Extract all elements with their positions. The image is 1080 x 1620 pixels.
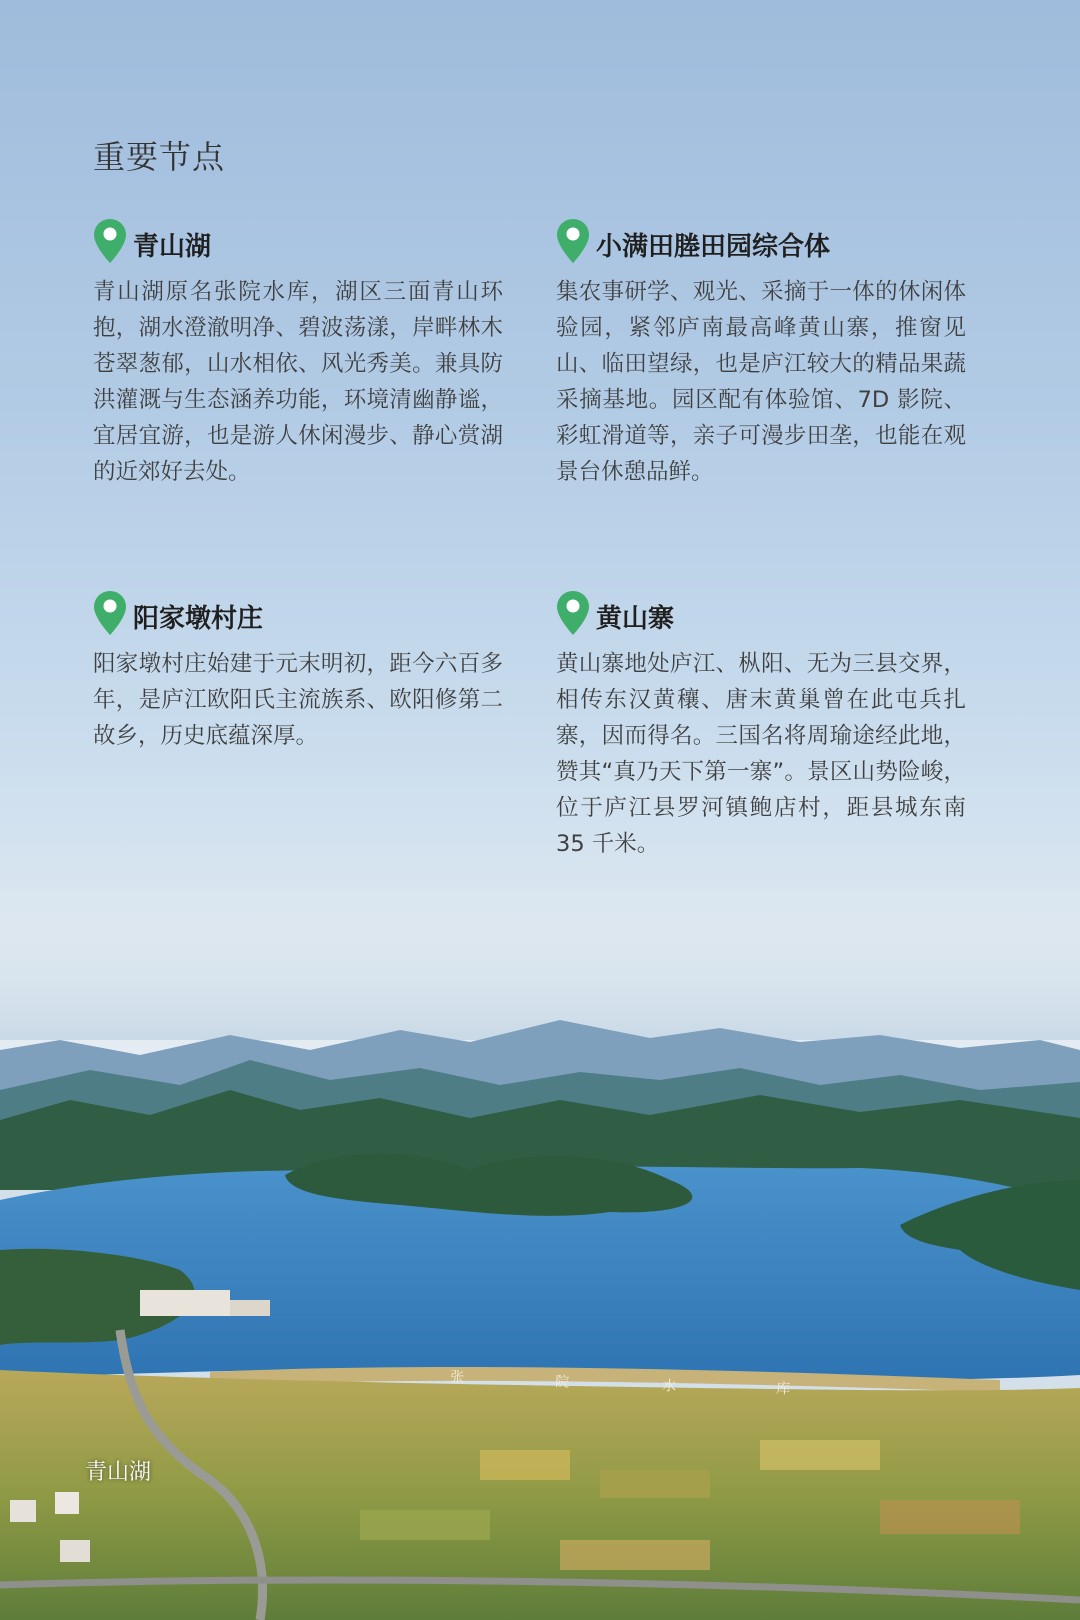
dam-character: 水	[661, 1378, 677, 1395]
node-description: 黄山寨地处庐江、枞阳、无为三县交界，相传东汉黄穰、唐末黄巢曾在此屯兵扎寨，因而得名。三国名将周瑜途经此地，赞其“真乃天下第一寨”。景区山势险峻，位于庐江县罗河镇鲍店村，距县城东南 35 千米。	[556, 651, 966, 857]
page-title: 重要节点	[93, 138, 226, 176]
map-pin-icon	[556, 590, 590, 636]
node-card-huangshanzhai	[556, 590, 966, 862]
node-card-qingshan-lake	[93, 218, 503, 490]
map-pin-icon	[556, 218, 590, 264]
map-pin-icon	[93, 218, 127, 264]
node-card-header	[556, 590, 966, 640]
node-name: 青山湖	[133, 232, 212, 262]
dam-character: 院	[554, 1374, 570, 1391]
node-card-yangjiadun-village	[93, 590, 503, 754]
node-description: 青山湖原名张院水库，湖区三面青山环抱，湖水澄澈明净、碧波荡漾，岸畔林木苍翠葱郁，山水相依、风光秀美。兼具防洪灌溉与生态涵养功能，环境清幽静谧，宜居宜游，也是游人休闲漫步、静心赏湖的近郊好去处。	[93, 279, 503, 485]
map-pin-icon	[93, 590, 127, 636]
dam-character: 库	[775, 1381, 791, 1398]
node-name: 小满田塍田园综合体	[596, 232, 831, 262]
photo-caption: 青山湖	[85, 1460, 152, 1485]
node-description: 集农事研学、观光、采摘于一体的休闲体验园，紧邻庐南最高峰黄山寨，推窗见山、临田望绿，也是庐江较大的精品果蔬采摘基地。园区配有体验馆、7D 影院、彩虹滑道等，亲子可漫步田垄，也能在观景台休憩品鲜。	[556, 279, 966, 485]
node-card-header	[556, 218, 966, 268]
node-description: 阳家墩村庄始建于元末明初，距今六百多年，是庐江欧阳氏主流族系、欧阳修第二故乡，历史底蕴深厚。	[93, 651, 503, 749]
node-name: 黄山寨	[596, 604, 675, 634]
node-card-header	[93, 590, 503, 640]
node-name: 阳家墩村庄	[133, 604, 264, 634]
node-card-header	[93, 218, 503, 268]
dam-character: 张	[449, 1369, 465, 1386]
node-card-xiaomantian-complex	[556, 218, 966, 490]
